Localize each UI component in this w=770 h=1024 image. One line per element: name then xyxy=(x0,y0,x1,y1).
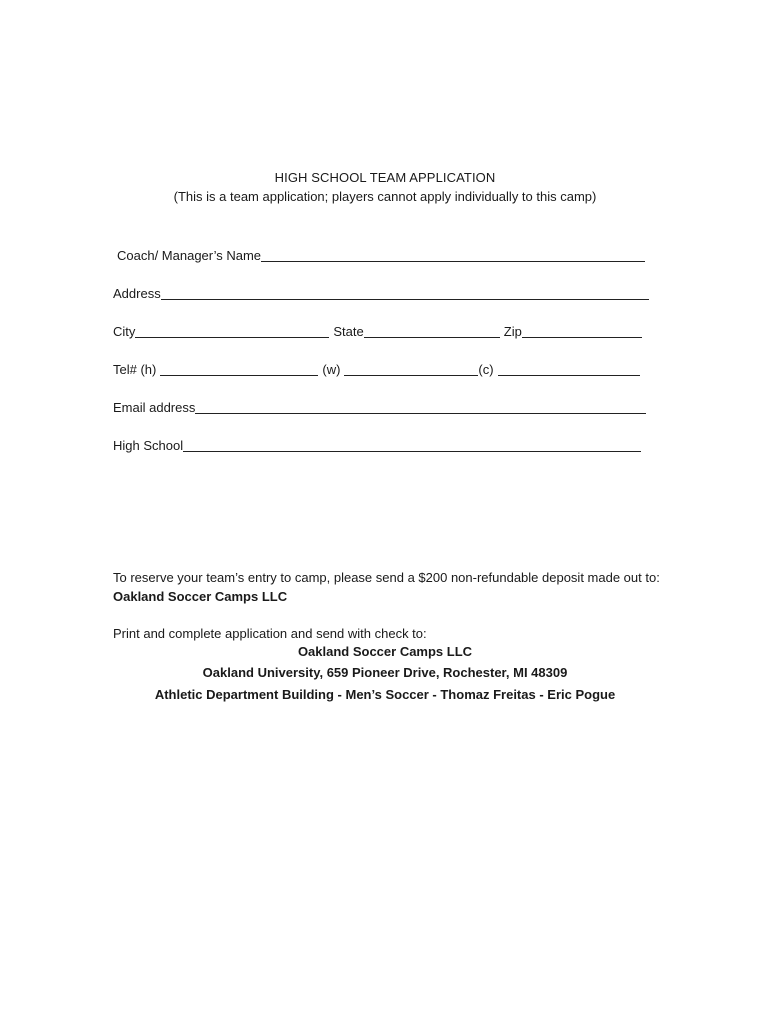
high-school-label: High School xyxy=(113,438,184,453)
tel-work-label: (w) xyxy=(322,362,341,377)
print-instruction: Print and complete application and send with check to: xyxy=(113,626,427,641)
coach-name-row xyxy=(117,246,645,264)
tel-home-label: Tel# (h) xyxy=(113,362,157,377)
email-row xyxy=(113,398,646,416)
high-school-field[interactable] xyxy=(183,437,641,452)
address-row xyxy=(113,284,649,302)
high-school-row xyxy=(113,436,641,454)
city-field[interactable] xyxy=(135,323,329,338)
payee-name: Oakland Soccer Camps LLC xyxy=(113,589,288,604)
form-subtitle: (This is a team application; players cannot apply individually to this camp) xyxy=(173,189,597,204)
city-state-zip-row xyxy=(113,322,642,340)
tel-cell-label: (c) xyxy=(478,362,494,377)
mailing-line-1: Oakland Soccer Camps LLC xyxy=(297,644,473,659)
deposit-text: To reserve your team’s entry to camp, please send a $200 non-refundable deposit made out to: xyxy=(113,570,660,585)
deposit-paragraph xyxy=(113,568,673,606)
address-label: Address xyxy=(113,286,161,301)
form-title: HIGH SCHOOL TEAM APPLICATION xyxy=(274,170,496,185)
coach-name-label: Coach/ Manager’s Name xyxy=(117,248,262,263)
zip-field[interactable] xyxy=(522,323,642,338)
coach-name-field[interactable] xyxy=(261,247,645,262)
telephone-row xyxy=(113,360,640,378)
state-label: State xyxy=(333,324,364,339)
city-label: City xyxy=(113,324,136,339)
state-field[interactable] xyxy=(364,323,500,338)
mailing-line-2: Oakland University, 659 Pioneer Drive, Rochester, MI 48309 xyxy=(202,665,568,680)
zip-label: Zip xyxy=(503,324,522,339)
address-field[interactable] xyxy=(161,285,649,300)
email-field[interactable] xyxy=(195,399,646,414)
mailing-line-3: Athletic Department Building - Men’s Soccer - Thomaz Freitas - Eric Pogue xyxy=(154,687,616,702)
email-label: Email address xyxy=(113,400,196,415)
tel-cell-field[interactable] xyxy=(498,361,640,376)
tel-home-field[interactable] xyxy=(160,361,318,376)
tel-work-field[interactable] xyxy=(344,361,478,376)
